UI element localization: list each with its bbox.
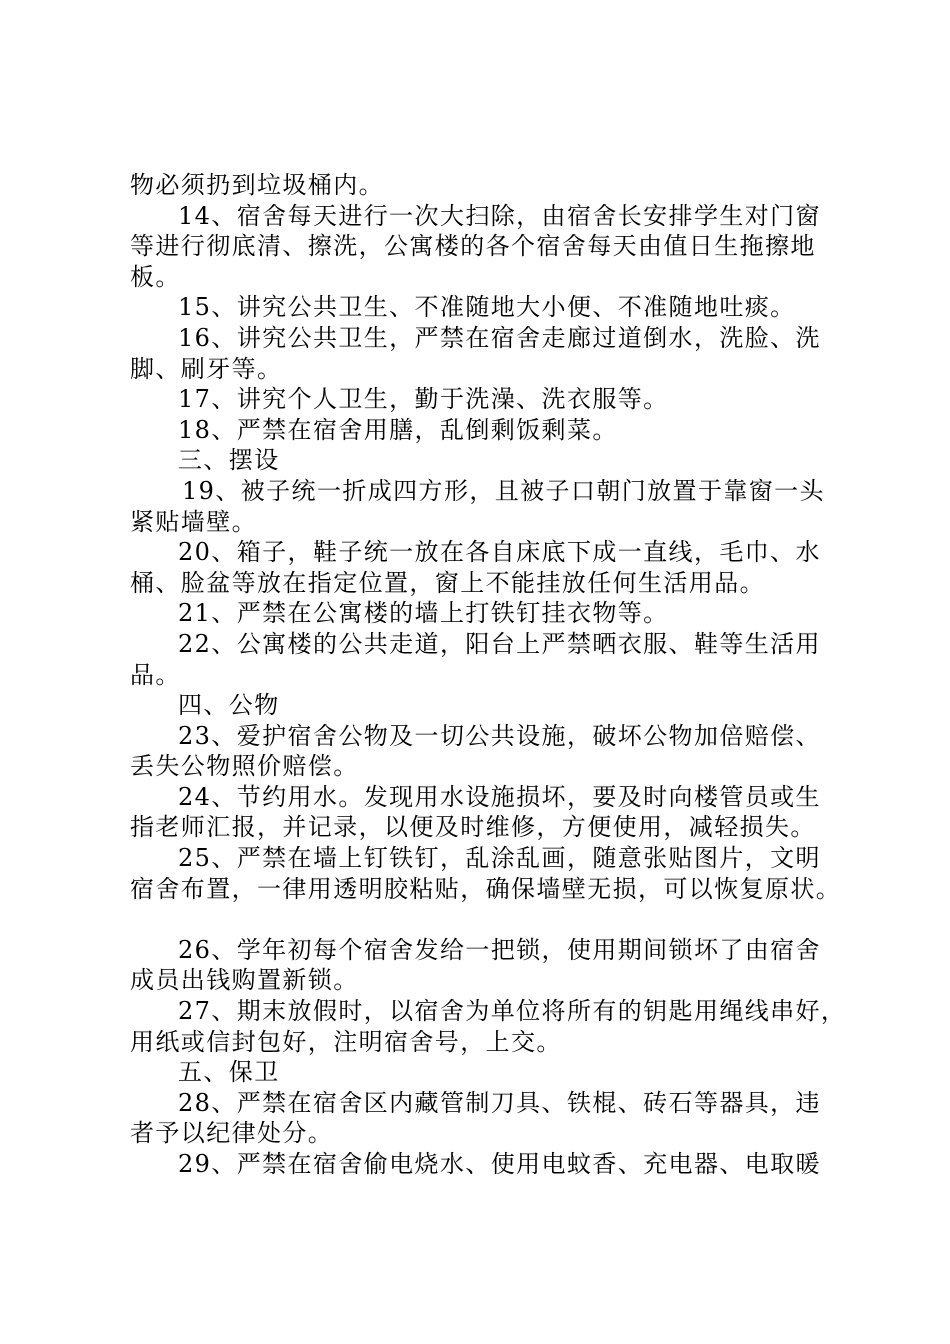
section-heading-5: 五、保卫 bbox=[178, 1058, 280, 1087]
text-line: 成员出钱购置新锁。 bbox=[130, 966, 359, 995]
text-line: 品。 bbox=[130, 660, 181, 689]
item-24: 24、节约用水。发现用水设施损坏，要及时向楼管员或生 bbox=[178, 782, 821, 811]
text-line: 桶、脸盆等放在指定位置，窗上不能挂放任何生活用品。 bbox=[130, 568, 765, 597]
item-27: 27、期末放假时，以宿舍为单位将所有的钥匙用绳线串好， bbox=[178, 997, 847, 1026]
text-line: 紧贴墙壁。 bbox=[130, 507, 257, 536]
text-line: 物必须扔到垃圾桶内。 bbox=[130, 171, 384, 199]
text-line: 指老师汇报，并记录，以便及时维修，方便使用，减轻损失。 bbox=[130, 813, 816, 842]
item-25: 25、严禁在墙上钉铁钉，乱涂乱画，随意张贴图片，文明 bbox=[178, 844, 821, 873]
item-22: 22、公寓楼的公共走道，阳台上严禁晒衣服、鞋等生活用 bbox=[178, 629, 821, 658]
text-line: 脚、刷牙等。 bbox=[130, 354, 283, 383]
section-heading-4: 四、公物 bbox=[178, 691, 280, 720]
item-20: 20、箱子，鞋子统一放在各自床底下成一直线，毛巾、水 bbox=[178, 538, 821, 567]
item-15: 15、讲究公共卫生、不准随地大小便、不准随地吐痰。 bbox=[178, 293, 796, 322]
item-16: 16、讲究公共卫生，严禁在宿舍走廊过道倒水，洗脸、洗 bbox=[178, 323, 821, 352]
text-line: 者予以纪律处分。 bbox=[130, 1119, 334, 1148]
item-23: 23、爱护宿舍公物及一切公共设施，破坏公物加倍赔偿、 bbox=[178, 721, 821, 750]
item-14: 14、宿舍每天进行一次大扫除，由宿舍长安排学生对门窗 bbox=[178, 201, 821, 230]
item-19: 19、被子统一折成四方形，且被子口朝门放置于靠窗一头 bbox=[182, 476, 825, 505]
text-line: 用纸或信封包好，注明宿舍号，上交。 bbox=[130, 1027, 562, 1056]
document-body bbox=[130, 170, 847, 1180]
item-17: 17、讲究个人卫生，勤于洗澡、洗衣服等。 bbox=[178, 385, 669, 414]
section-heading-3: 三、摆设 bbox=[178, 446, 280, 475]
blank-line bbox=[130, 904, 835, 935]
text-line: 板。 bbox=[130, 262, 181, 291]
item-18: 18、严禁在宿舍用膳，乱倒剩饭剩菜。 bbox=[178, 415, 618, 444]
item-26: 26、学年初每个宿舍发给一把锁，使用期间锁坏了由宿舍 bbox=[178, 935, 821, 964]
text-line: 丢失公物照价赔偿。 bbox=[130, 752, 359, 781]
text-line: 等进行彻底清、擦洗，公寓楼的各个宿舍每天由值日生拖擦地 bbox=[130, 232, 816, 261]
item-28: 28、严禁在宿舍区内藏管制刀具、铁棍、砖石等器具，违 bbox=[178, 1088, 821, 1117]
item-29: 29、严禁在宿舍偷电烧水、使用电蚊香、充电器、电取暖 bbox=[178, 1150, 821, 1178]
item-21: 21、严禁在公寓楼的墙上打铁钉挂衣物等。 bbox=[178, 599, 669, 628]
text-line: 宿舍布置，一律用透明胶粘贴，确保墙壁无损，可以恢复原状。 bbox=[130, 874, 842, 903]
